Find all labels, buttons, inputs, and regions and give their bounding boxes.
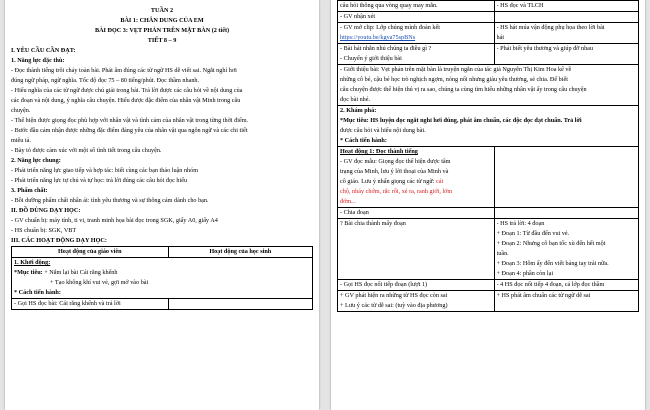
lesson-title: BÀI 1: CHÂN DUNG CỦA EM: [120, 17, 204, 24]
emphasis-words: chộ, nháy chớm, rắc rối, xé ra, ranh giới, lớm: [340, 188, 453, 195]
table-text: - HS đọc và TLCH: [496, 2, 544, 9]
paragraph-line: miêu tả.: [11, 137, 31, 144]
paragraph-line: - Bày tỏ được cảm xúc với một số tình tiết trong câu chuyện.: [11, 147, 162, 154]
table-text: câu hỏi thông qua vòng quay may mắn.: [340, 2, 438, 9]
table-text: - Chia đoạn: [340, 209, 369, 216]
subsection-general-competence: 2. Năng lực chung:: [11, 157, 61, 164]
activities-table-continued: [337, 0, 639, 312]
table-text: + GV phát hiện ra những từ HS đọc còn sai: [340, 292, 448, 299]
paragraph-line: - Phát triển năng lực giao tiếp và hợp tác: biết cùng các bạn thảo luận nhóm: [11, 167, 199, 174]
table-text: - GV mở clip: Lớp chúng mình đoàn kết: [340, 24, 440, 31]
teacher-cell: [338, 1, 495, 65]
answer-line: - HS trả lời: 4 đoạn: [496, 220, 545, 227]
goal-label: *Mục tiêu:: [14, 269, 43, 276]
periods-heading: TIẾT 8 – 9: [147, 37, 177, 44]
paragraph-line: - Phát triển năng lực tự chủ và tự học: trả lời đúng các câu hỏi đọc hiểu: [11, 177, 188, 184]
section-requirements-heading: I. YÊU CẦU CẦN ĐẠT:: [11, 47, 76, 54]
table-text: - Gọi HS đọc nối tiếp đoạn (lượt 1): [340, 281, 428, 288]
table-text: + HS phát âm chuẩn các từ ngữ dễ sai: [496, 292, 591, 299]
student-cell: [494, 1, 638, 65]
paragraph-line: các đoạn và nội dung, ý nghĩa câu chuyện. Hiểu được đặc điểm của nhân vật Minh trong câu: [11, 97, 241, 104]
activity1-heading: Hoạt động 1: Đọc thành tiếng: [340, 148, 418, 155]
answer-line: + Đoạn 3: Hôm ấy đến viết bảng tay trái nữa.: [496, 260, 609, 267]
paragraph-line: - Thể hiện được giọng đọc phù hợp với nhân vật và tình cảm của nhân vật trong từng thời điểm.: [11, 117, 249, 124]
emphasis-words: đớm...: [340, 198, 356, 205]
table-text: cô giáo. Lưu ý nhấn giọng các từ ngữ:: [340, 178, 435, 185]
table-text: trạng của Minh, lưu ý lời thoại của Minh và: [340, 168, 449, 175]
table-text: - GV đọc mẫu: Giọng đọc thể hiện được tâm: [340, 158, 451, 165]
table-text: - Phải biết yêu thương và giúp đỡ nhau: [496, 45, 594, 52]
paragraph-line: - Đọc thành tiếng trôi chảy toàn bài. Phát âm đúng các từ ngữ HS dễ viết sai. Ngắt nghỉ hơi: [11, 67, 237, 74]
explore-heading: 2. Khám phá:: [340, 107, 377, 114]
goal2-line: *Mục tiêu: HS luyện đọc ngắt nghỉ hơi đúng, phát âm chuẩn, các độc đọc đạt chuẩn. Trả lời: [340, 117, 582, 124]
answer-line: + Đoạn 4: phần còn lại: [496, 270, 554, 277]
document-page-right: [331, 0, 645, 410]
column-header-teacher: Hoạt động của giáo viên: [12, 247, 169, 258]
table-text: - HS hát múa vận động phụ họa theo lời bài: [496, 24, 605, 31]
teacher-cell: [12, 299, 169, 310]
paragraph-line: chuyện.: [11, 107, 31, 114]
intro-line: đọc bài nhé.: [340, 96, 371, 103]
table-text: hát: [496, 34, 505, 41]
paragraph-line: - HS chuẩn bị: SGK, VBT: [11, 227, 77, 234]
table-text: ? Bài chia thành mấy đoạn: [340, 220, 406, 227]
student-cell: [168, 299, 312, 310]
table-text: - Bài hát nhắn nhủ chúng ta điều gì ?: [340, 45, 432, 52]
table-text: - 4 HS đọc nối tiếp 4 đoạn, cả lớp đọc thầm: [496, 281, 605, 288]
goal2-line: được câu hỏi và hiểu nội dung bài.: [340, 127, 426, 134]
table-text: + Lưu ý các từ dễ sai: (tuỳ vào địa phương): [340, 302, 448, 309]
warmup-cell: [12, 258, 313, 299]
document-page-left: [5, 0, 319, 410]
goal-item: + Tạo không khí vui vẻ, gợi mở vào bài: [50, 279, 149, 286]
warmup-heading: 1. Khởi động:: [14, 259, 51, 266]
answer-line: + Đoạn 1: Từ đầu đến vui vẻ.: [496, 230, 570, 237]
activities-table: [11, 246, 313, 310]
paragraph-line: đúng ngữ pháp, ngữ nghĩa. Tốc độ đọc 75 – 80 tiếng/phút. Đọc thầm nhanh.: [11, 77, 200, 84]
week-heading: TUẦN 2: [150, 7, 174, 14]
paragraph-line: - GV chuẩn bị: máy tính, ti vi, tranh minh họa bài đọc trong SGK, giấy A0, giấy A4: [11, 217, 218, 224]
paragraph-line: - Bước đầu cảm nhận được những đặc điểm đáng yêu của nhân vật qua ngôn ngữ và các chi tiết: [11, 127, 248, 134]
youtube-link[interactable]: https://youtu.be/kgva75spBNs: [340, 34, 416, 41]
subsection-specific-competence: 1. Năng lực đặc thù:: [11, 57, 65, 64]
subsection-qualities: 3. Phẩm chất:: [11, 187, 48, 194]
table-text: - Gọi HS đọc bài: Cái răng khểnh và trả lời: [14, 300, 121, 307]
intro-cell: [338, 65, 639, 106]
reading-title: BÀI ĐỌC 3: VẸT PHẢN TRÊN MẶT BÀN (2 tiết): [94, 27, 230, 34]
method-label: * Cách tiến hành:: [14, 289, 61, 296]
column-header-student: Hoạt động của học sinh: [168, 247, 312, 258]
intro-line: câu chuyện được thể hiện thú vị ra sao, chúng ta cùng tìm hiểu những nhân vật ấy trong câu chuyện: [340, 86, 587, 93]
emphasis-words: cái: [435, 178, 444, 185]
student-cell: [494, 147, 638, 312]
answer-line: tuần.: [496, 250, 509, 257]
section-activities-heading: III. CÁC HOẠT ĐỘNG DẠY HỌC:: [11, 237, 107, 244]
table-text: - Chuyển ý giới thiệu bài: [340, 55, 402, 62]
paragraph-line: - Bồi dưỡng phẩm chất nhân ái: tình yêu thương và sự thông cảm dành cho bạn.: [11, 197, 209, 204]
method2-label: * Cách tiến hành:: [340, 137, 387, 144]
intro-line: - Giới thiệu bài: Vẹt phản trên mặt bàn là truyện ngắn của tác giả Nguyễn Thị Kim Hoa kể về: [340, 66, 572, 73]
teacher-cell: [338, 147, 495, 312]
section-materials-heading: II. ĐỒ DÙNG DẠY HỌC:: [11, 207, 81, 214]
table-text: - GV nhận xét: [340, 13, 376, 20]
explore-cell: [338, 106, 639, 147]
answer-line: + Đoạn 2: Nhưng cô bạn tốc xù đến hết một: [496, 240, 606, 247]
goal-item: + Nắm lại bài Cái răng khểnh: [44, 269, 118, 276]
paragraph-line: - Hiểu nghĩa của các từ ngữ được chú giải trong bài. Trả lời được các câu hỏi về nội dung của: [11, 87, 243, 94]
intro-line: những cô bé, cậu bé học trò nghịch ngợm, nóng nổi nhưng giàu yêu thương, sẻ chia. Để biết: [340, 76, 568, 83]
